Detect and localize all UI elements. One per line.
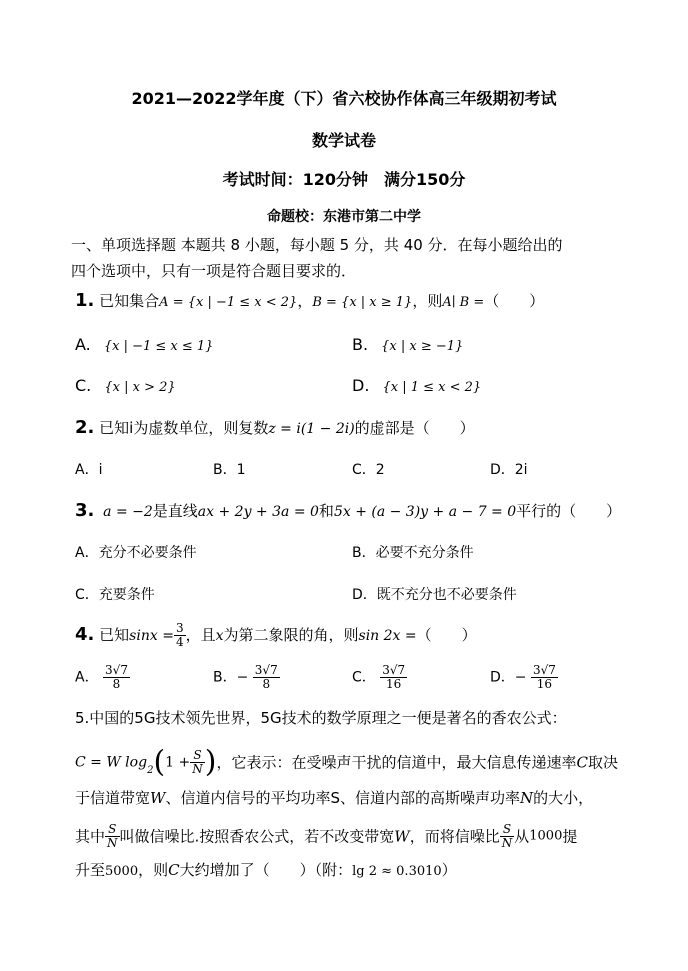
condition-expression: a = −2 xyxy=(103,504,153,520)
fraction-denominator: N xyxy=(501,836,513,850)
sin-x-expression: sinx = xyxy=(129,628,174,644)
q1-option-b xyxy=(352,335,463,357)
fraction-numerator: 3√7 xyxy=(105,663,128,677)
question-2-stem xyxy=(75,418,475,439)
q3-option-b: B．必要不充分条件 xyxy=(352,545,474,561)
option-label: D． xyxy=(490,669,515,686)
stem-text: ，而将信噪比 xyxy=(409,827,500,846)
question-number: 3. xyxy=(75,500,95,521)
fraction-denominator: 16 xyxy=(386,677,402,691)
set-expression: A∣ B = xyxy=(442,295,485,310)
question-5-line2 xyxy=(75,744,618,780)
fraction-numerator: 3√7 xyxy=(532,663,556,677)
set-a: A = {x | −1 ≤ x < 2} xyxy=(159,295,298,310)
option-label: C. xyxy=(75,376,92,395)
option-label: A． xyxy=(75,669,99,686)
variable-c: C xyxy=(168,861,180,879)
document-title: 2021—2022学年度（下）省六校协作体高三年级期初考试 xyxy=(131,89,557,108)
document-subtitle: 数学试卷 xyxy=(311,131,376,150)
option-label: D. xyxy=(352,376,370,395)
question-5-line1: 5.中国的5G技术领先世界，5G技术的数学原理之一便是著名的香农公式： xyxy=(75,709,567,727)
option-value: {x | x ≥ −1} xyxy=(381,339,464,354)
stem-text: 升至 xyxy=(75,861,106,879)
log-base: 2 xyxy=(147,765,154,776)
option-label: A. xyxy=(75,335,91,354)
q3-option-c: C．充要条件 xyxy=(75,587,155,603)
fraction-denominator: 8 xyxy=(262,677,271,691)
right-paren: ) xyxy=(204,744,217,780)
q2-option-b: B．1 xyxy=(213,462,246,478)
fraction-numerator: 3√7 xyxy=(382,663,406,677)
stem-text: ，且 xyxy=(185,626,216,644)
option-label: C． xyxy=(352,669,376,686)
q4-option-a xyxy=(75,664,130,691)
variable-w: W xyxy=(150,789,166,807)
q4-option-d xyxy=(490,664,558,691)
section-intro-line1: 一、单项选择题 本题共 8 小题，每小题 5 分，共 40 分．在每小题给出的 xyxy=(71,236,563,254)
question-4-stem xyxy=(75,622,477,649)
set-b: B = {x | x ≥ 1} xyxy=(312,295,413,310)
signal-noise-fraction xyxy=(105,823,120,850)
signal-noise-fraction xyxy=(500,823,515,850)
stem-text: 提 xyxy=(562,827,578,846)
sin-2x-expression: sin 2x = xyxy=(358,628,417,644)
section-intro-line2: 四个选项中，只有一项是符合题目要求的． xyxy=(71,262,357,280)
q1-option-a xyxy=(75,335,213,357)
question-number: 2. xyxy=(75,417,95,438)
stem-text: 已知 xyxy=(99,626,130,644)
option-fraction xyxy=(103,664,130,691)
log-approximation-note: lg 2 ≈ 0.3010 xyxy=(352,864,442,879)
option-label: B． xyxy=(213,669,237,686)
stem-text: 的虚部是（ ） xyxy=(354,419,475,437)
question-number: 4. xyxy=(75,624,95,645)
stem-text: 叫做信噪比.按照香农公式，若不改变带宽 xyxy=(119,827,395,846)
stem-text: ，它表示：在受噪声干扰的信道中，最大信息传递速率 xyxy=(216,753,577,772)
stem-text: ） xyxy=(441,861,457,879)
stem-text: 从 xyxy=(514,827,530,846)
stem-text: 的大小， xyxy=(533,789,594,807)
minus-sign: − xyxy=(236,669,249,686)
q4-option-c xyxy=(352,664,407,691)
option-value: {x | x > 2} xyxy=(104,380,176,395)
fraction-numerator: S xyxy=(105,823,120,837)
q2-option-c: C．2 xyxy=(352,462,385,478)
fraction-denominator: N xyxy=(192,762,203,776)
option-fraction xyxy=(380,664,407,691)
fraction-denominator: N xyxy=(107,836,118,850)
stem-text: ， xyxy=(297,292,313,310)
school-name: 命题校：东港市第二中学 xyxy=(267,209,421,225)
q3-option-d: D．既不充分也不必要条件 xyxy=(352,587,517,603)
variable-n: N xyxy=(519,789,534,807)
stem-text: ，则 xyxy=(412,292,443,310)
stem-text: 其中 xyxy=(75,827,106,846)
stem-text: 为第二象限的角，则 xyxy=(223,626,359,644)
shannon-formula-lhs: C = W log xyxy=(75,754,148,771)
left-paren: ( xyxy=(153,744,166,780)
line-equation-2: 5x + (a − 3)y + a − 7 = 0 xyxy=(333,504,517,520)
stem-text: ，则 xyxy=(138,861,169,879)
question-5-line4 xyxy=(75,819,577,853)
variable-c: C xyxy=(576,753,588,772)
exam-info: 考试时间：120分钟 满分150分 xyxy=(222,170,466,189)
option-value: {x | −1 ≤ x ≤ 1} xyxy=(103,339,214,354)
stem-text: 已知集合 xyxy=(99,292,160,310)
option-value: {x | 1 ≤ x < 2} xyxy=(382,380,482,395)
q1-option-c xyxy=(75,376,176,398)
minus-sign: − xyxy=(514,669,527,686)
option-fraction xyxy=(531,664,558,691)
option-fraction xyxy=(253,664,280,691)
q2-option-d: D．2i xyxy=(490,462,528,478)
value-1000: 1000 xyxy=(529,828,563,844)
q2-option-a: A．i xyxy=(75,462,103,478)
fraction-three-quarters xyxy=(174,622,186,649)
variable-w: W xyxy=(394,827,410,846)
stem-text: 已知i为虚数单位，则复数 xyxy=(99,419,269,437)
fraction-denominator: 8 xyxy=(112,677,121,691)
fraction-numerator: 3 xyxy=(175,621,184,635)
question-5-line5 xyxy=(75,860,457,882)
stem-text: 于信道带宽 xyxy=(75,789,151,807)
stem-text: 大约增加了（ ）（附： xyxy=(179,861,353,879)
q4-option-b xyxy=(213,664,280,691)
complex-expression: z = i(1 − 2i) xyxy=(268,421,355,437)
fraction-numerator: S xyxy=(500,823,515,837)
question-number: 1. xyxy=(75,290,95,311)
stem-text: 是直线 xyxy=(152,502,198,520)
fraction-denominator: 4 xyxy=(175,635,184,649)
stem-text: 平行的（ ） xyxy=(516,502,622,520)
stem-text: 和 xyxy=(318,502,334,520)
signal-noise-fraction xyxy=(190,749,205,776)
answer-paren: （ ） xyxy=(416,626,477,644)
q3-option-a: A．充分不必要条件 xyxy=(75,545,197,561)
stem-text: 、信道内信号的平均功率S、信道内部的高斯噪声功率 xyxy=(165,789,520,807)
line-equation-1: ax + 2y + 3a = 0 xyxy=(197,504,319,520)
formula-one-plus: 1 + xyxy=(165,754,191,771)
question-1-stem xyxy=(75,291,544,313)
question-3-stem xyxy=(75,501,621,522)
variable-x: x xyxy=(215,628,224,644)
option-label: B. xyxy=(352,335,369,354)
fraction-denominator: 16 xyxy=(536,677,553,691)
value-5000: 5000 xyxy=(105,864,139,879)
stem-text: 取决 xyxy=(587,753,618,772)
question-5-line3 xyxy=(75,788,593,808)
q1-option-d xyxy=(352,376,481,398)
answer-paren: （ ） xyxy=(484,292,545,310)
fraction-numerator: S xyxy=(190,749,205,763)
fraction-numerator: 3√7 xyxy=(254,663,278,677)
